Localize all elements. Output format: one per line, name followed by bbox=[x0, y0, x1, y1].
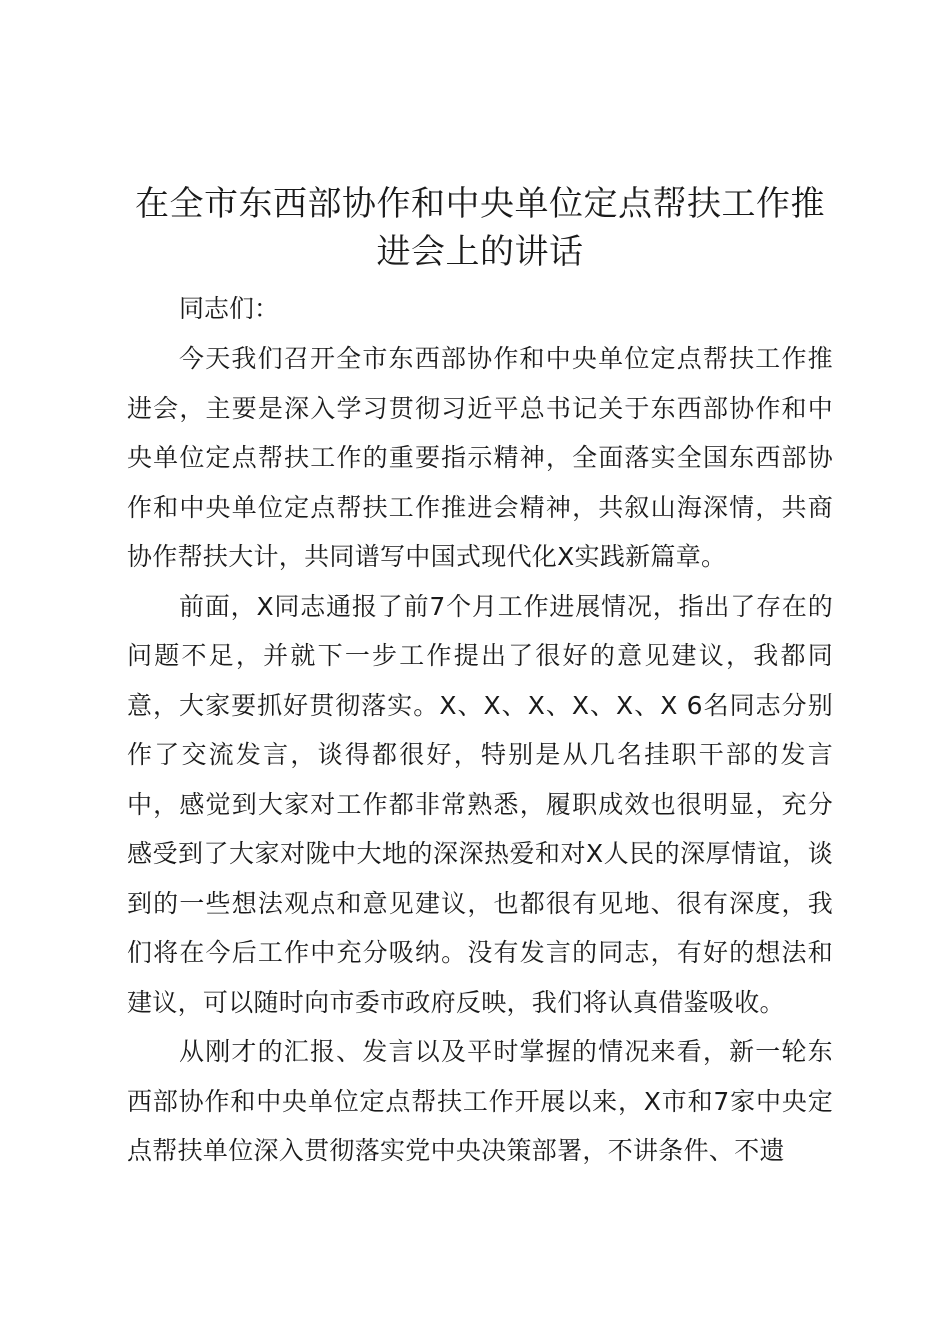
document-page bbox=[127, 180, 833, 1176]
document-title: 在全市东西部协作和中央单位定点帮扶工作推进会上的讲话 bbox=[135, 184, 825, 272]
salutation: 同志们： bbox=[179, 294, 280, 323]
body-paragraph-3: 从刚才的汇报、发言以及平时掌握的情况来看，新一轮东西部协作和中央单位定点帮扶工作开展以来，X市和7家中央定点帮扶单位深入贯彻落实党中央决策部署，不讲条件、不遗 bbox=[127, 1037, 833, 1165]
body-paragraph-2: 前面，X同志通报了前7个月工作进展情况，指出了存在的问题不足，并就下一步工作提出了很好的意见建议，我都同意，大家要抓好贯彻落实。X、X、X、X、X、X 6名同志分别作了交流发言，谈得都很好，特别是从几名挂职干部的发言中，感觉到大家对工作都非常熟悉，履职成效也很明显，充分感受到了大家对陇中大地的深深热爱和对X人民的深厚情谊，谈到的一些想法观点和意见建议，也都很有见地、很有深度，我们将在今后工作中充分吸纳。没有发言的同志，有好的想法和建议，可以随时向市委市政府反映，我们将认真借鉴吸收。 bbox=[127, 591, 833, 1017]
body-paragraph-1: 今天我们召开全市东西部协作和中央单位定点帮扶工作推进会，主要是深入学习贯彻习近平总书记关于东西部协作和中央单位定点帮扶工作的重要指示精神，全面落实全国东西部协作和中央单位定点帮扶工作推进会精神，共叙山海深情，共商协作帮扶大计，共同谱写中国式现代化X实践新篇章。 bbox=[127, 344, 833, 571]
